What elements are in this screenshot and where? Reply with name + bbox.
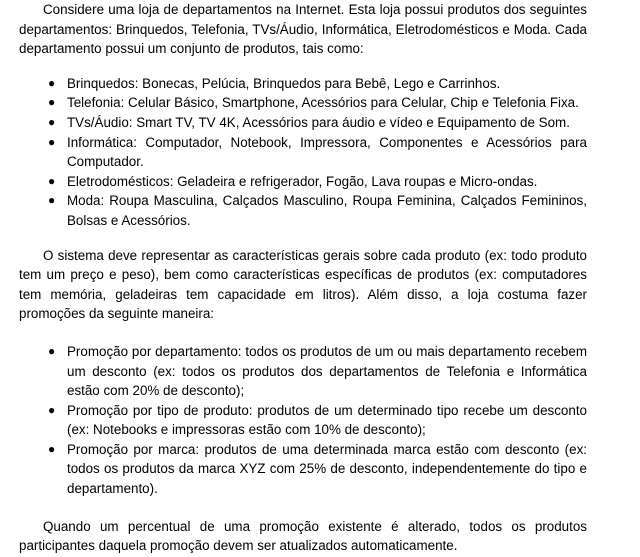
bullet-icon: ●: [48, 441, 56, 456]
bullet-icon: ●: [48, 193, 56, 208]
closing-paragraph: Quando um percentual de uma promoção existente é alterado, todos os produtos participantes daquela promoção devem ser atualizados automaticamente.: [19, 518, 587, 554]
spacer: [19, 59, 587, 74]
list-item: ● Eletrodomésticos: Geladeira e refrigerador, Fogão, Lava roupas e Micro-ondas.: [19, 172, 587, 192]
list-item: ● Promoção por tipo de produto: produtos de um determinado tipo recebe um desconto (ex: Notebooks e impressoras estão com 10% de desconto);: [48, 402, 587, 438]
spacer: [19, 324, 587, 342]
document-body: [19, 0, 587, 556]
department-list: [19, 74, 587, 231]
list-item: ● Moda: Roupa Masculina, Calçados Masculino, Roupa Feminina, Calçados Femininos, Bolsas e Acessórios.: [48, 193, 587, 228]
bullet-icon: ●: [48, 402, 56, 417]
intro-paragraph: Considere uma loja de departamentos na Internet. Esta loja possui produtos dos seguintes departamentos: Brinquedos, Telefonia, TVs/Áudio, Informática, Eletrodomésticos e Moda. Cada departamento possui um conjunto de produtos, tais como:: [19, 2, 587, 57]
spacer: [19, 499, 587, 517]
list-item: ● TVs/Áudio: Smart TV, TV 4K, Acessórios para áudio e vídeo e Equipamento de Som.: [19, 113, 587, 133]
system-paragraph: O sistema deve representar as características gerais sobre cada produto (ex: todo produto tem um preço e peso), bem como características específicas de produtos (ex: computadores tem memória, geladeiras tem capacidade em litros). Além disso, a loja costuma fazer promoções da seguinte maneira:: [19, 247, 587, 322]
bullet-icon: ●: [48, 343, 56, 358]
list-item: ● Promoção por marca: produtos de uma determinada marca estão com desconto (ex: todos os produtos da marca XYZ com 25% de desconto, independentemente do tipo e departamento).: [48, 441, 587, 497]
bullet-icon: ●: [48, 134, 56, 149]
promotion-list: [19, 342, 587, 499]
spacer: [19, 231, 587, 246]
list-item: ● Promoção por departamento: todos os produtos de um ou mais departamento recebem um desconto (ex: todos os produtos dos departamentos de Telefonia e Informática estão com 20% de desconto);: [48, 343, 587, 399]
bullet-icon: ●: [48, 95, 56, 110]
list-item: ● Telefonia: Celular Básico, Smartphone, Acessórios para Celular, Chip e Telefonia Fixa.: [19, 93, 587, 113]
bullet-icon: ●: [48, 173, 56, 188]
list-item: ● Brinquedos: Bonecas, Pelúcia, Brinquedos para Bebê, Lego e Carrinhos.: [19, 74, 587, 94]
list-item: ● Informática: Computador, Notebook, Impressora, Componentes e Acessórios para Computador.: [48, 134, 587, 170]
bullet-icon: ●: [48, 114, 56, 129]
bullet-icon: ●: [48, 75, 56, 90]
